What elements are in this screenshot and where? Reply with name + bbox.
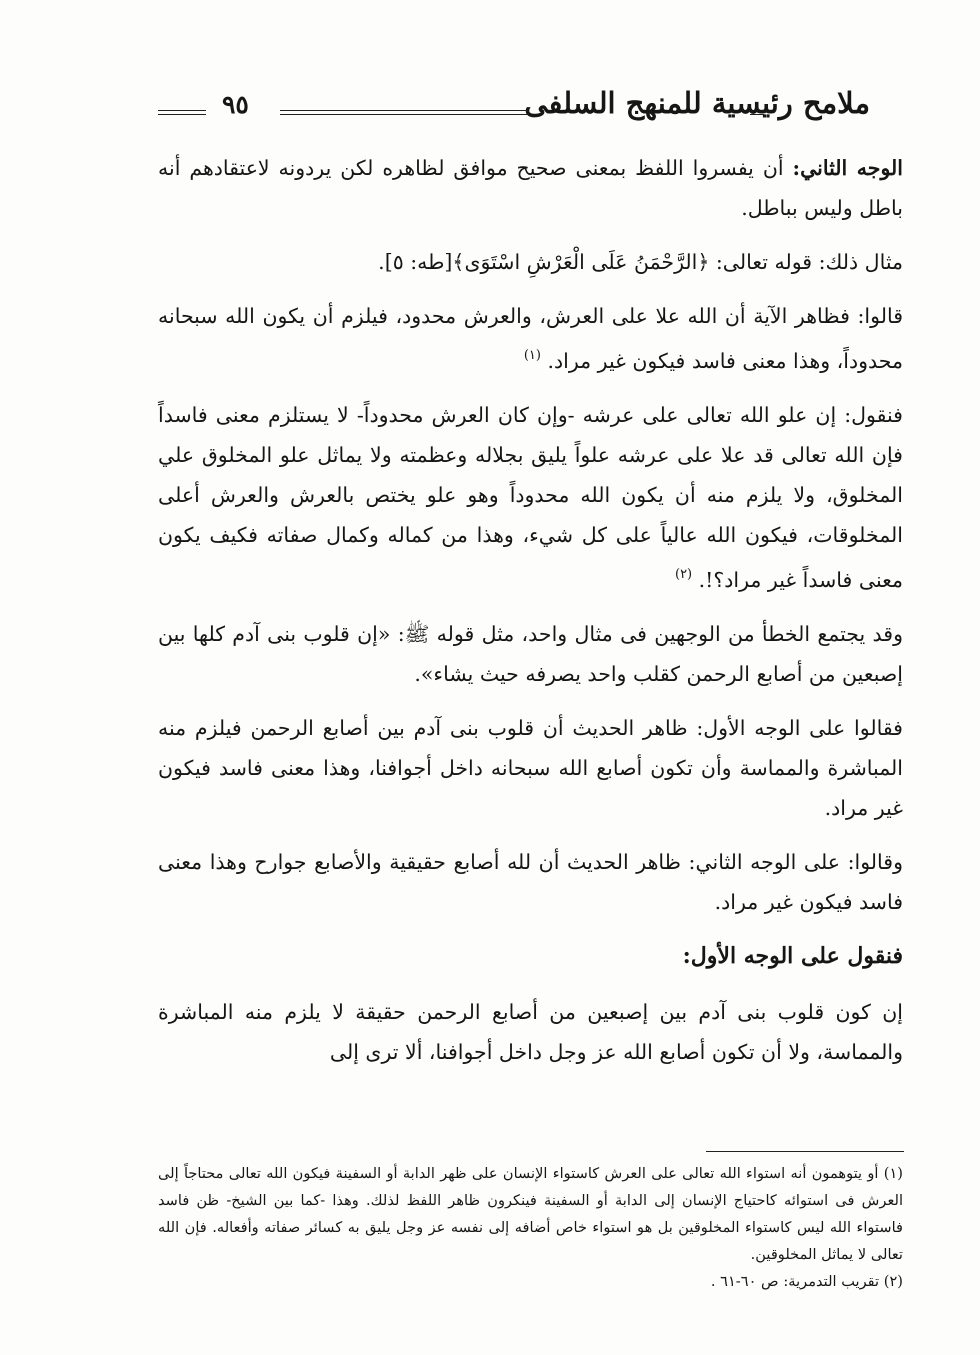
paragraph-text: مثال ذلك: قوله تعالى: ﴿الرَّحْمَنُ عَلَى الْعَرْشِ اسْتَوَى﴾[طه: ٥]. (378, 250, 903, 274)
paragraph-text: فنقول: إن علو الله تعالى على عرشه -وإن كان العرش محدوداً- لا يستلزم معنى فاسداً فإن الله تعالى قد علا على عرشه علواً يليق بجلاله وعظمته ولا يماثل علو المخلوق علي المخلوق، ولا يلزم منه أن يكون الله محدوداً وهو علو يختص بالعرش والعرش أعلى المخلوقات، فيكون الله عالياً على كل شيء، وهذا من كماله وكمال صفاته فكيف يكون معنى فاسداً غير مراد؟!. (158, 403, 903, 592)
paragraph (158, 614, 903, 694)
header-rule-middle (280, 110, 528, 115)
footnotes (158, 1160, 903, 1295)
paragraph (158, 842, 903, 922)
footnote-ref: (٢) (674, 567, 693, 582)
paragraph-text: وقد يجتمع الخطأ من الوجهين فى مثال واحد، مثل قوله ﷺ: «إن قلوب بنى آدم كلها بين إصبعين من أصابع الرحمن كقلب واحد يصرفه حيث يشاء». (158, 622, 903, 686)
paragraph (158, 148, 903, 228)
paragraph-lead: الوجه الثاني: (792, 156, 903, 180)
paragraph (158, 992, 903, 1072)
paragraph (158, 395, 903, 600)
paragraph-text: وقالوا: على الوجه الثاني: ظاهر الحديث أن لله أصابع حقيقية والأصابع جوارح وهذا معنى فاسد فيكون غير مراد. (158, 850, 903, 914)
page-header (150, 84, 910, 140)
section-heading: فنقول على الوجه الأول: (682, 943, 903, 969)
page-number: ٩٥ (222, 90, 249, 119)
paragraph (158, 242, 903, 282)
paragraph (158, 296, 903, 381)
running-title: ملامح رئيسية للمنهج السلفى (524, 86, 870, 120)
footnote-ref: (١) (523, 348, 541, 363)
paragraph-text: قالوا: فظاهر الآية أن الله علا على العرش، والعرش محدود، فيلزم أن يكون الله سبحانه محدوداً، وهذا معنى فاسد فيكون غير مراد. (158, 304, 903, 373)
paragraph (158, 708, 903, 828)
paragraph-text: أن يفسروا اللفظ بمعنى صحيح موافق لظاهره لكن يردونه لاعتقادهم أنه باطل وليس بباطل. (158, 156, 903, 220)
paragraph-text: فقالوا على الوجه الأول: ظاهر الحديث أن قلوب بنى آدم بين أصابع الرحمن فيلزم منه المباشرة والمماسة وأن تكون أصابع الله سبحانه داخل أجوافنا، وهذا معنى فاسد فيكون غير مراد. (158, 716, 903, 820)
paragraph-text: إن كون قلوب بنى آدم بين إصبعين من أصابع الرحمن حقيقة لا يلزم منه المباشرة والمماسة، ولا أن تكون أصابع الله عز وجل داخل أجوافنا، ألا ترى إلى (158, 1000, 904, 1064)
header-rule-left (158, 110, 206, 115)
main-text (158, 148, 903, 1086)
footnote: (١) أو يتوهمون أنه استواء الله تعالى على العرش كاستواء الإنسان على ظهر الدابة أو السفينة فيكون الله تعالى محتاجاً إلى العرش فى استوائه كاحتياج الإنسان إلى الدابة أو السفينة فينكرون ظاهر اللفظ لذلك. وهذا -كما بين الشيخ- ظن فاسد فاستواء الله ليس كاستواء المخلوقين بل هو استواء خاص أضافه إلى نفسه عز وجل يليق به كسائر صفاته وأفعاله. فإن الله تعالى لا يماثل المخلوقين. (158, 1165, 903, 1263)
footnote: (٢) تقريب التدمرية: ص ٦٠-٦١ . (710, 1273, 903, 1290)
footnote-separator (706, 1151, 904, 1152)
